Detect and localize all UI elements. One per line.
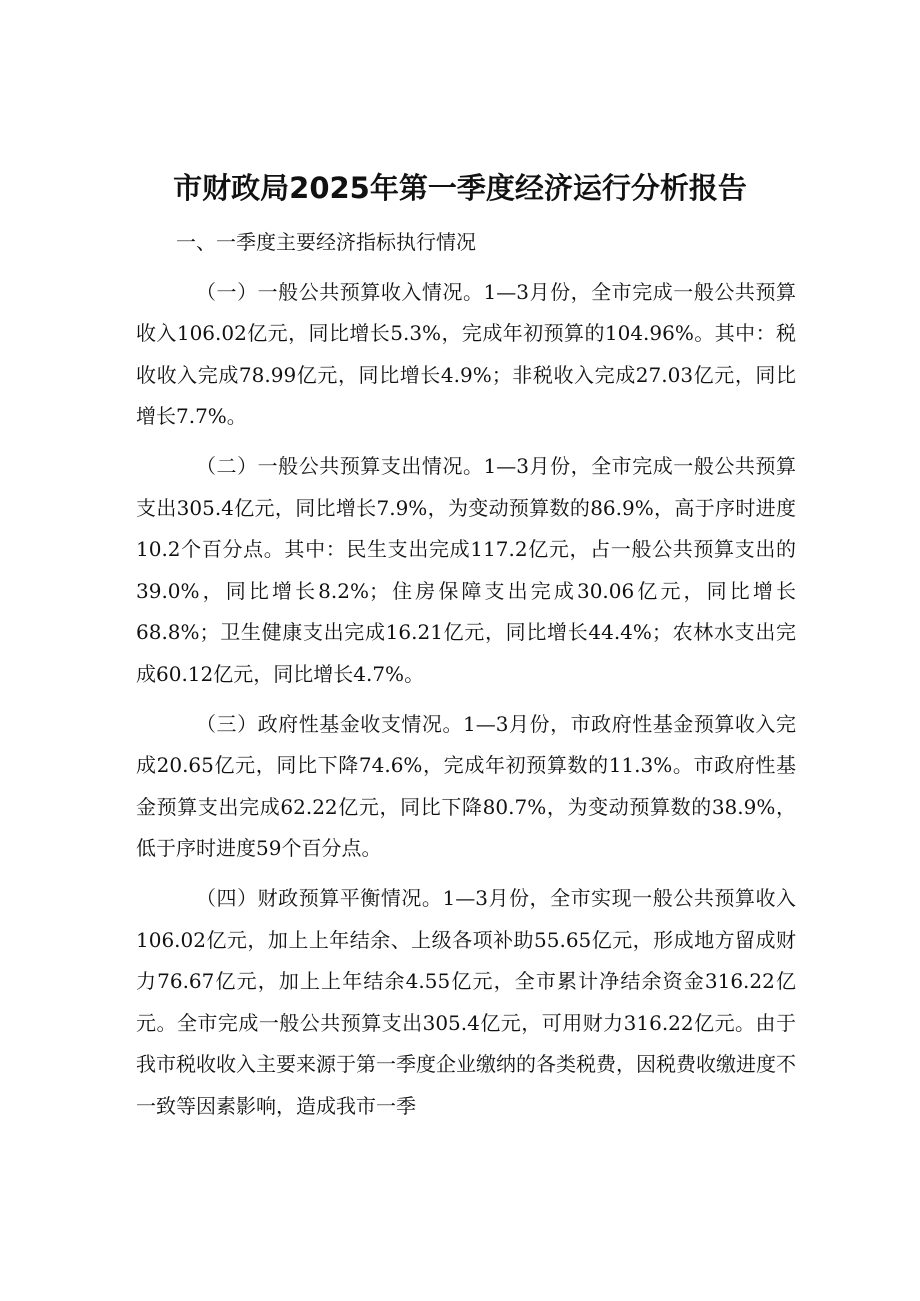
paragraph-expenditure: （二）一般公共预算支出情况。1—3月份，全市完成一般公共预算支出305.4亿元，同比增长7.9%，为变动预算数的86.9%，高于序时进度10.2个百分点。其中：民生支出完成117.2亿元，占一般公共预算支出的39.0%，同比增长8.2%；住房保障支出完成30.06亿元，同比增长68.8%；卫生健康支出完成16.21亿元，同比增长44.4%；农林水支出完成60.12亿元，同比增长4.7%。 <box>136 453 796 686</box>
paragraph-revenue: （一）一般公共预算收入情况。1—3月份，全市完成一般公共预算收入106.02亿元，同比增长5.3%，完成年初预算的104.96%。其中：税收收入完成78.99亿元，同比增长4.9%；非税收入完成27.03亿元，同比增长7.7%。 <box>136 279 796 429</box>
document-body <box>136 222 796 1135</box>
document-title: 市财政局2025年第一季度经济运行分析报告 <box>173 171 747 205</box>
paragraph-fund: （三）政府性基金收支情况。1—3月份，市政府性基金预算收入完成20.65亿元，同比下降74.6%，完成年初预算数的11.3%。市政府性基金预算支出完成62.22亿元，同比下降80.7%，为变动预算数的38.9%，低于序时进度59个百分点。 <box>136 711 796 861</box>
paragraph-balance: （四）财政预算平衡情况。1—3月份，全市实现一般公共预算收入106.02亿元，加上上年结余、上级各项补助55.65亿元，形成地方留成财力76.67亿元，加上上年结余4.55亿元，全市累计净结余资金316.22亿元。全市完成一般公共预算支出305.4亿元，可用财力316.22亿元。由于我市税收收入主要来源于第一季度企业缴纳的各类税费，因税费收缴进度不一致等因素影响，造成我市一季 <box>136 885 796 1118</box>
section-heading: 一、一季度主要经济指标执行情况 <box>176 230 476 254</box>
